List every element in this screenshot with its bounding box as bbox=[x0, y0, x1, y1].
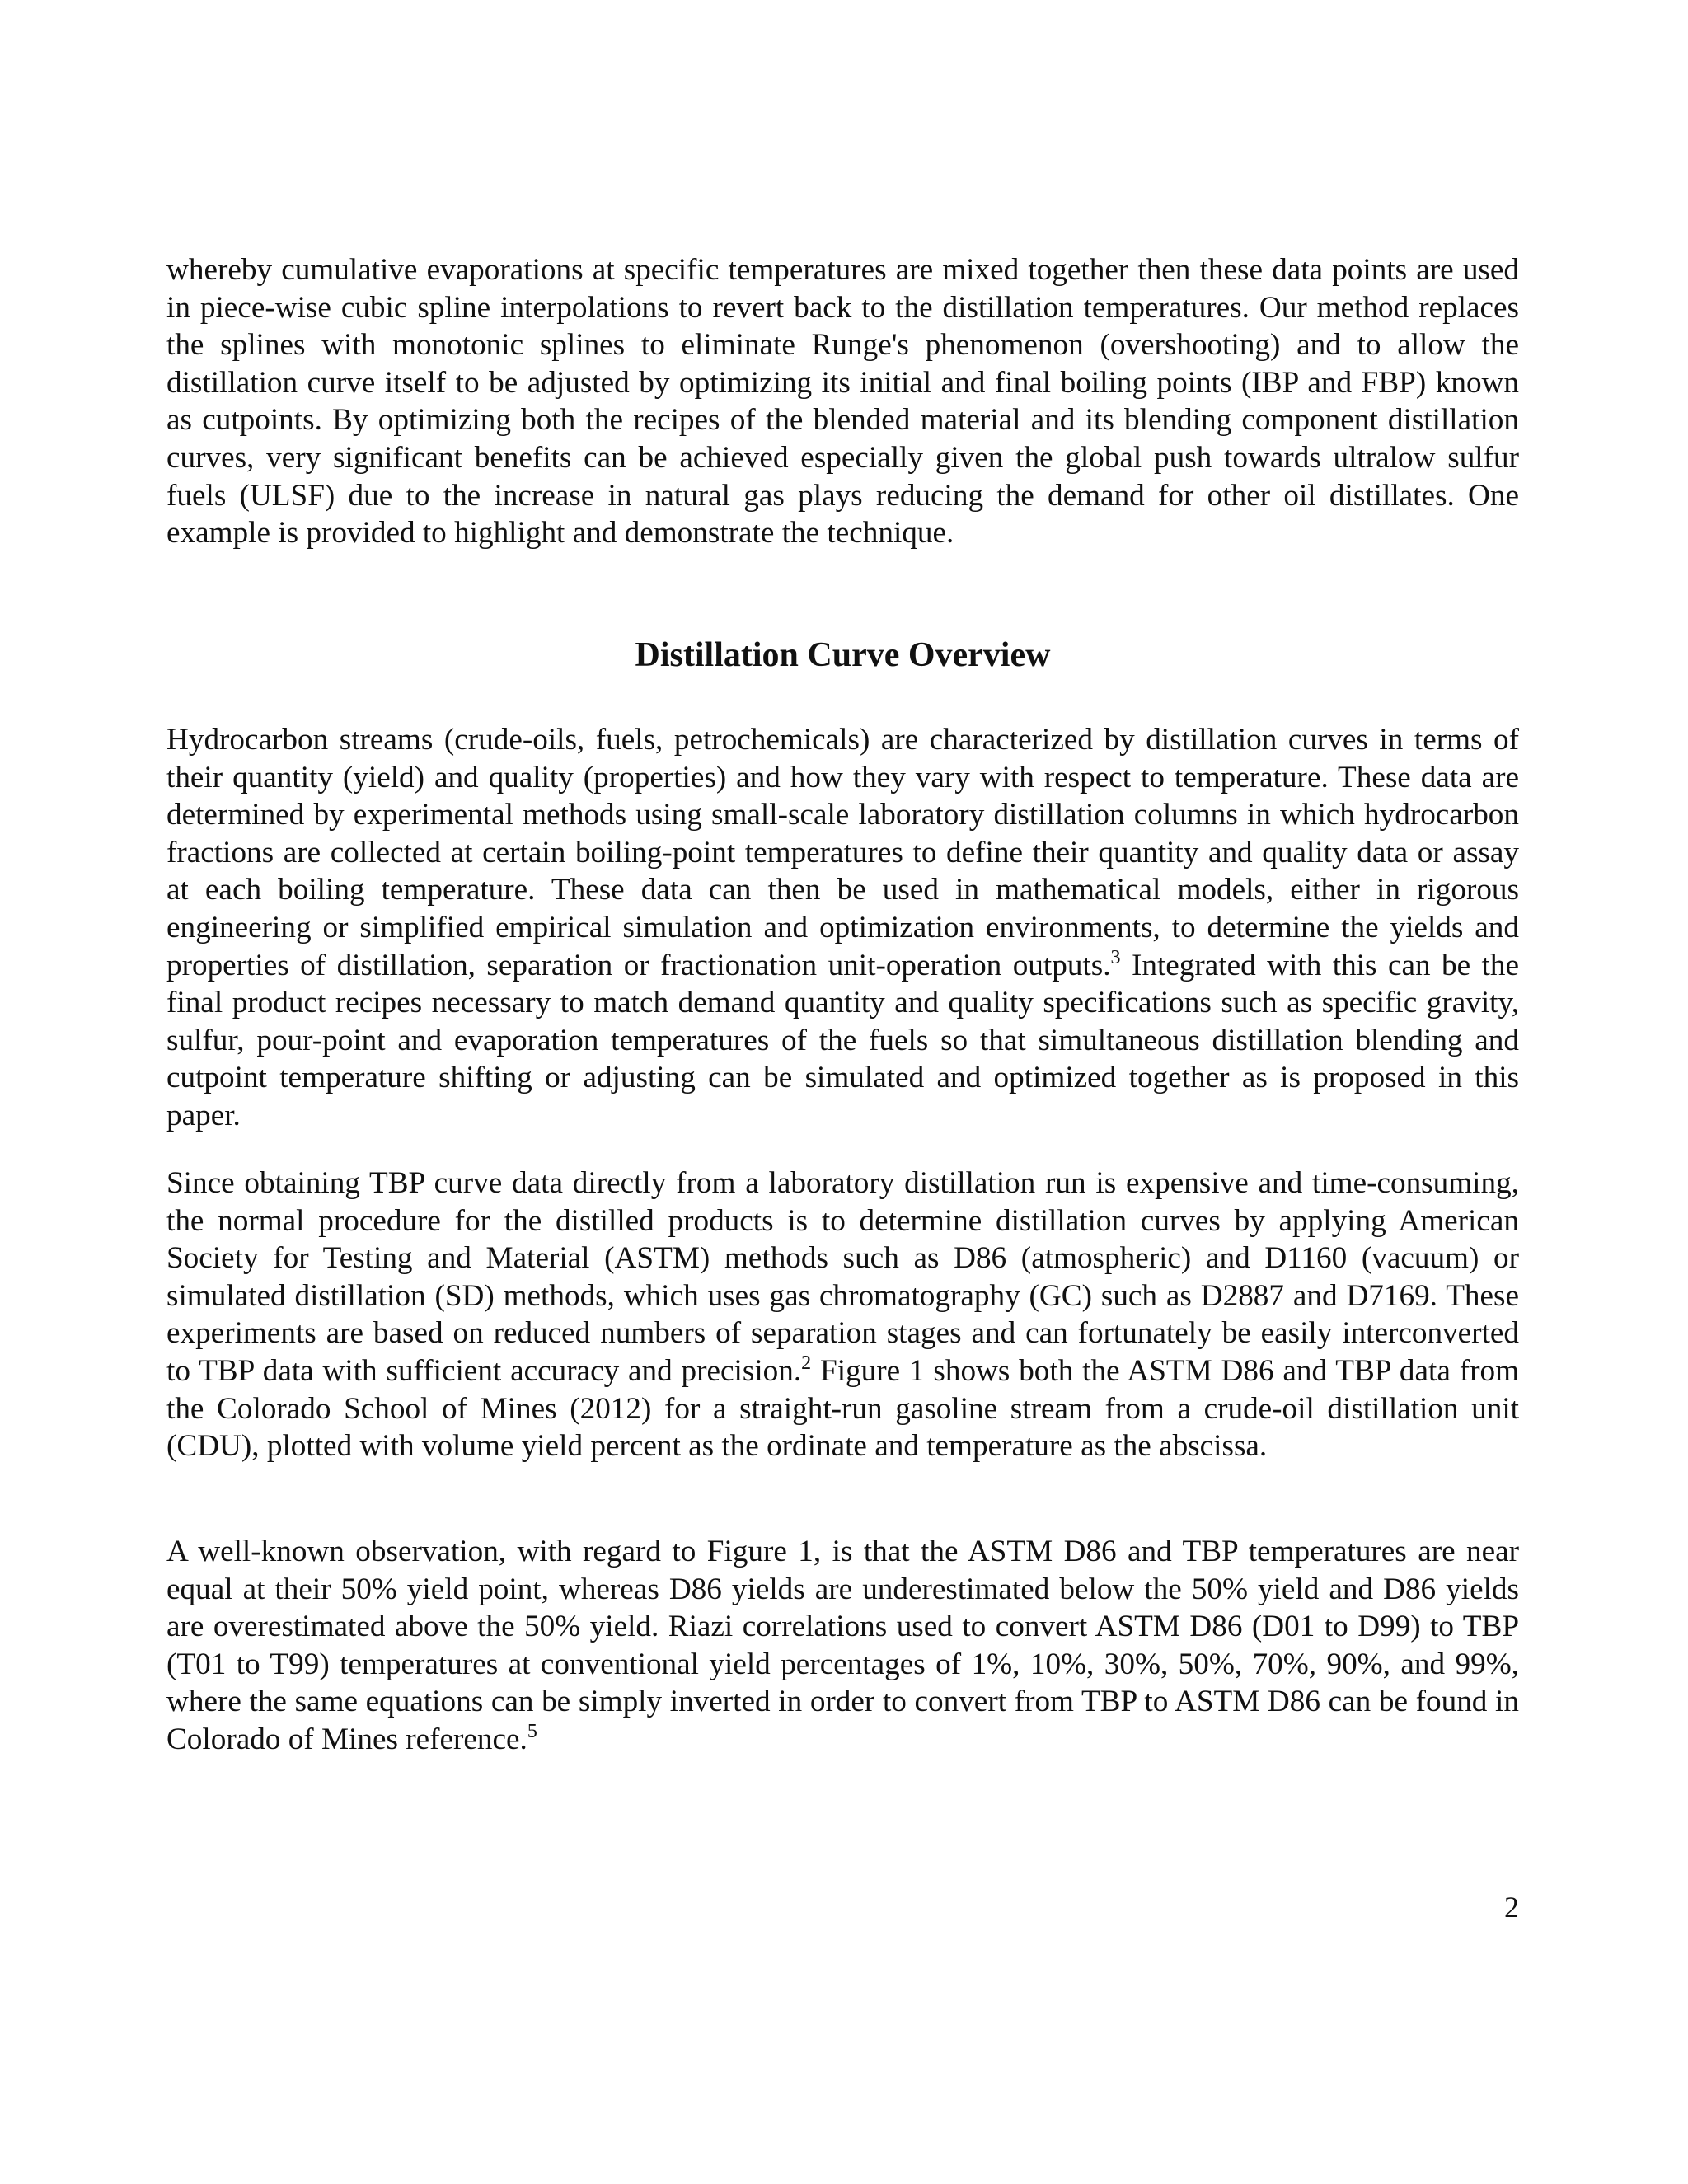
citation-reference: 5 bbox=[527, 1720, 537, 1742]
paragraph-tbp-astm-methods bbox=[166, 1165, 1519, 1465]
citation-reference: 2 bbox=[801, 1352, 812, 1374]
citation-reference: 3 bbox=[1110, 946, 1121, 968]
paragraph-text-continued: Figure 1 shows both the ASTM D86 and TBP data from the Colorado School of Mines (2012) for a straight-run gasoline stream from a crude-oil distillation unit (CDU), plotted with volume yield percent as the ordinate and temperature as the abscissa. bbox=[166, 1353, 1519, 1464]
section-title: Distillation Curve Overview bbox=[635, 636, 1051, 674]
paragraph-text: A well-known observation, with regard to Figure 1, is that the ASTM D86 and TBP temperatures are near equal at their 50% yield point, whereas D86 yields are underestimated below the 50% yield and D86 yields are overestimated above the 50% yield. Riazi correlations used to convert ASTM D86 (D01 to D99) to TBP (T01 to T99) temperatures at conventional yield percentages of 1%, 10%, 30%, 50%, 70%, 90%, and 99%, where the same equations can be simply inverted in order to convert from TBP to ASTM D86 can be found in Colorado of Mines reference. bbox=[166, 1535, 1519, 1756]
paragraph-text: Since obtaining TBP curve data directly from a laboratory distillation run is expensive and time-consuming, the normal procedure for the distilled products is to determine distillation curves by applying American Society for Testing and Material (ASTM) methods such as D86 (atmospheric) and D1160 (vacuum) or simulated distillation (SD) methods, which uses gas chromatography (GC) such as D2887 and D7169. These experiments are based on reduced numbers of separation stages and can fortunately be easily interconverted to TBP data with sufficient accuracy and precision. bbox=[166, 1166, 1519, 1388]
intro-paragraph-text: whereby cumulative evaporations at specific temperatures are mixed together then these data points are used in piece-wise cubic spline interpolations to revert back to the distillation temperatures. Our method replaces the splines with monotonic splines to eliminate Runge's phenomenon (overshooting) and to allow the distillation curve itself to be adjusted by optimizing its initial and final boiling points (IBP and FBP) known as cutpoints. By optimizing both the recipes of the blended material and its blending component distillation curves, very significant benefits can be achieved especially given the global push towards ultralow sulfur fuels (ULSF) due to the increase in natural gas plays reducing the demand for other oil distillates. One example is provided to highlight and demonstrate the technique. bbox=[166, 253, 1519, 551]
paragraph-text: Hydrocarbon streams (crude-oils, fuels, petrochemicals) are characterized by distillation curves in terms of their quantity (yield) and quality (properties) and how they vary with respect to temperature. These data are determined by experimental methods using small-scale laboratory distillation columns in which hydrocarbon fractions are collected at certain boiling-point temperatures to define their quantity and quality data or assay at each boiling temperature. These data can then be used in mathematical models, either in rigorous engineering or simplified empirical simulation and optimization environments, to determine the yields and properties of distillation, separation or fractionation unit-operation outputs. bbox=[166, 723, 1519, 982]
paragraph-riazi-correlations bbox=[166, 1533, 1519, 1759]
page-number: 2 bbox=[1504, 1891, 1519, 1924]
paragraph-text-continued: Integrated with this can be the final product recipes necessary to match demand quantity and quality specifications such as specific gravity, sulfur, pour-point and evaporation temperatures of the fuels so that simultaneous distillation blending and cutpoint temperature shifting or adjusting can be simulated and optimized together as is proposed in this paper. bbox=[166, 948, 1519, 1132]
intro-paragraph bbox=[166, 251, 1519, 552]
paragraph-distillation-characterization bbox=[166, 721, 1519, 1135]
